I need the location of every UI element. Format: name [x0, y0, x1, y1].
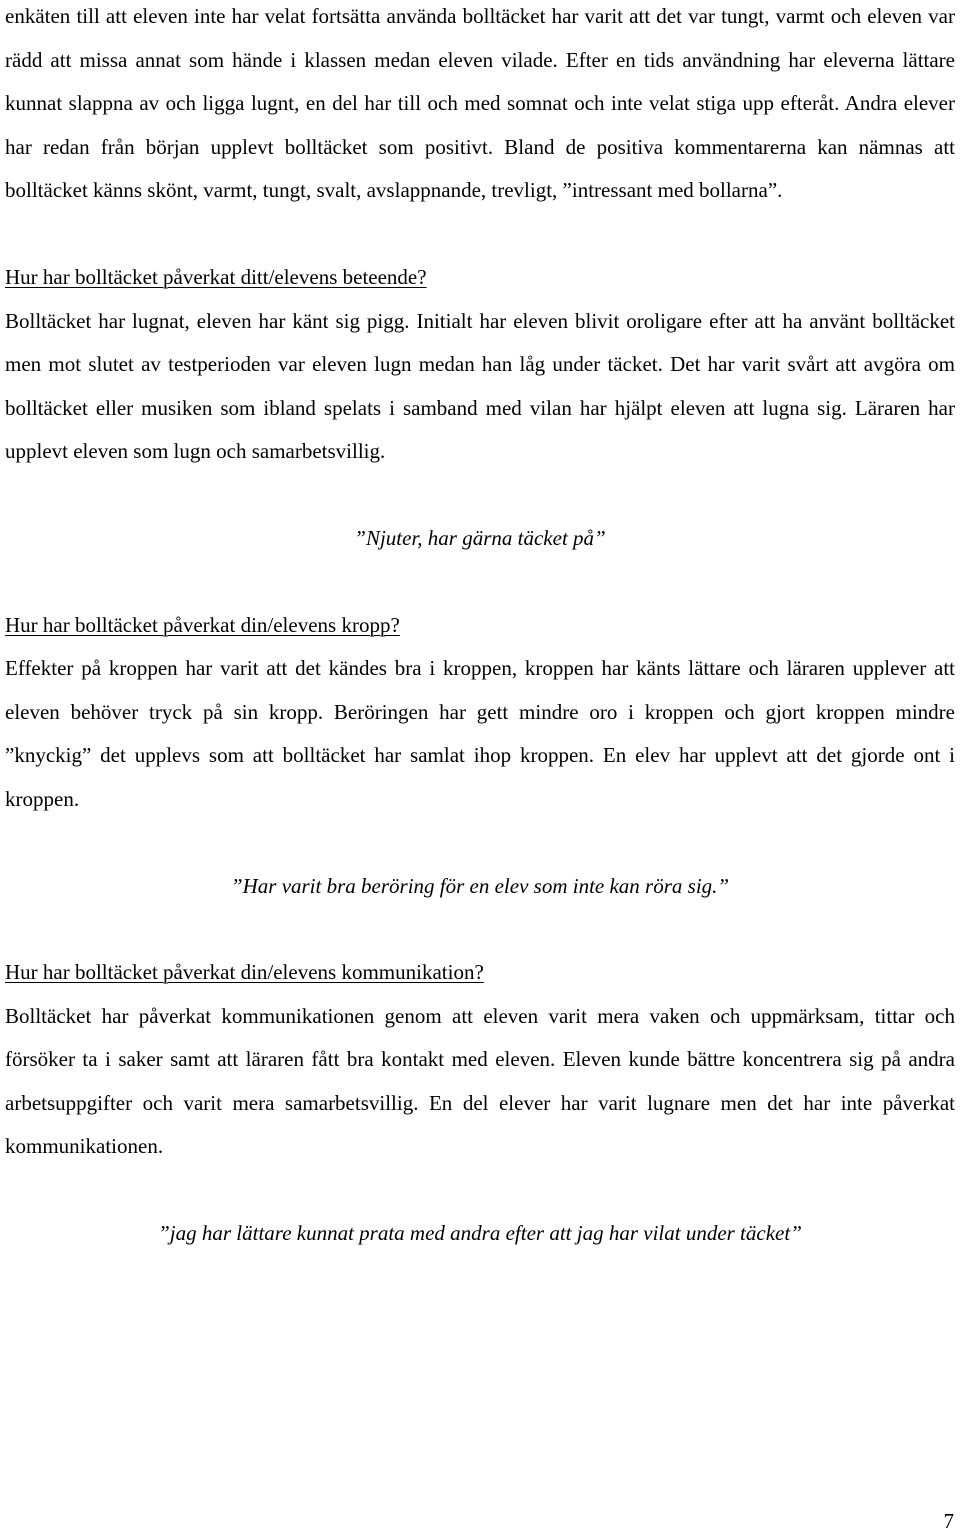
- section-behaviour: [5, 256, 955, 604]
- section-body: Effekter på kroppen har varit att det kändes bra i kroppen, kroppen har känts lättare och läraren upplever att eleven behöver tryck på sin kropp. Beröringen har gett mindre oro i kroppen och gjort kroppen mindre ”knyckig” det upplevs som att bolltäcket har samlat ihop kroppen. En elev har upplevt att det gjorde ont i kroppen.: [5, 656, 955, 811]
- section-heading: Hur har bolltäcket påverkat ditt/elevens beteende?: [5, 264, 427, 289]
- document-page: [5, 0, 955, 1256]
- page-number: 7: [943, 1509, 954, 1533]
- section-communication: [5, 951, 955, 1256]
- section-heading: Hur har bolltäcket påverkat din/elevens kropp?: [5, 612, 400, 637]
- section-quote: ”jag har lättare kunnat prata med andra efter att jag har vilat under täcket”: [158, 1221, 802, 1246]
- section-body: Bolltäcket har påverkat kommunikationen genom att eleven varit mera vaken och uppmärksam, tittar och försöker ta i saker samt att läraren fått bra kontakt med eleven. Eleven kunde bättre koncentrera sig på andra arbetsuppgifter och varit mera samarbetsvillig. En del elever har varit lugnare men det har inte påverkat kommunikationen.: [5, 1003, 955, 1159]
- spacer: [5, 561, 955, 604]
- section-quote: ”Njuter, har gärna täcket på”: [354, 525, 606, 550]
- spacer: [5, 213, 955, 256]
- spacer: [5, 822, 955, 865]
- section-quote: ”Har varit bra beröring för en elev som inte kan röra sig.”: [230, 873, 730, 898]
- intro-paragraph: enkäten till att eleven inte har velat fortsätta använda bolltäcket har varit att det var tungt, varmt och eleven var rädd att missa annat som hände i klassen medan eleven vilade. Efter en tids användning har eleverna lättare kunnat slappna av och ligga lugnt, en del har till och med somnat och inte velat stiga upp efteråt. Andra elever har redan från början upplevt bolltäcket som positivt. Bland de positiva kommentarerna kan nämnas att bolltäcket känns skönt, varmt, tungt, svalt, avslappnande, trevligt, ”intressant med bollarna”.: [5, 4, 955, 203]
- spacer: [5, 474, 955, 517]
- spacer: [5, 908, 955, 951]
- section-heading: Hur har bolltäcket påverkat din/elevens kommunikation?: [5, 960, 484, 985]
- section-body: Bolltäcket har lugnat, eleven har känt sig pigg. Initialt har eleven blivit oroligare efter att ha använt bolltäcket men mot slutet av testperioden var eleven lugn medan han låg under täcket. Det har varit svårt att avgöra om bolltäcket eller musiken som ibland spelats i samband med vilan har hjälpt eleven att lugna sig. Läraren har upplevt eleven som lugn och samarbetsvillig.: [5, 308, 955, 464]
- spacer: [5, 1169, 955, 1212]
- section-body-effects: [5, 604, 955, 952]
